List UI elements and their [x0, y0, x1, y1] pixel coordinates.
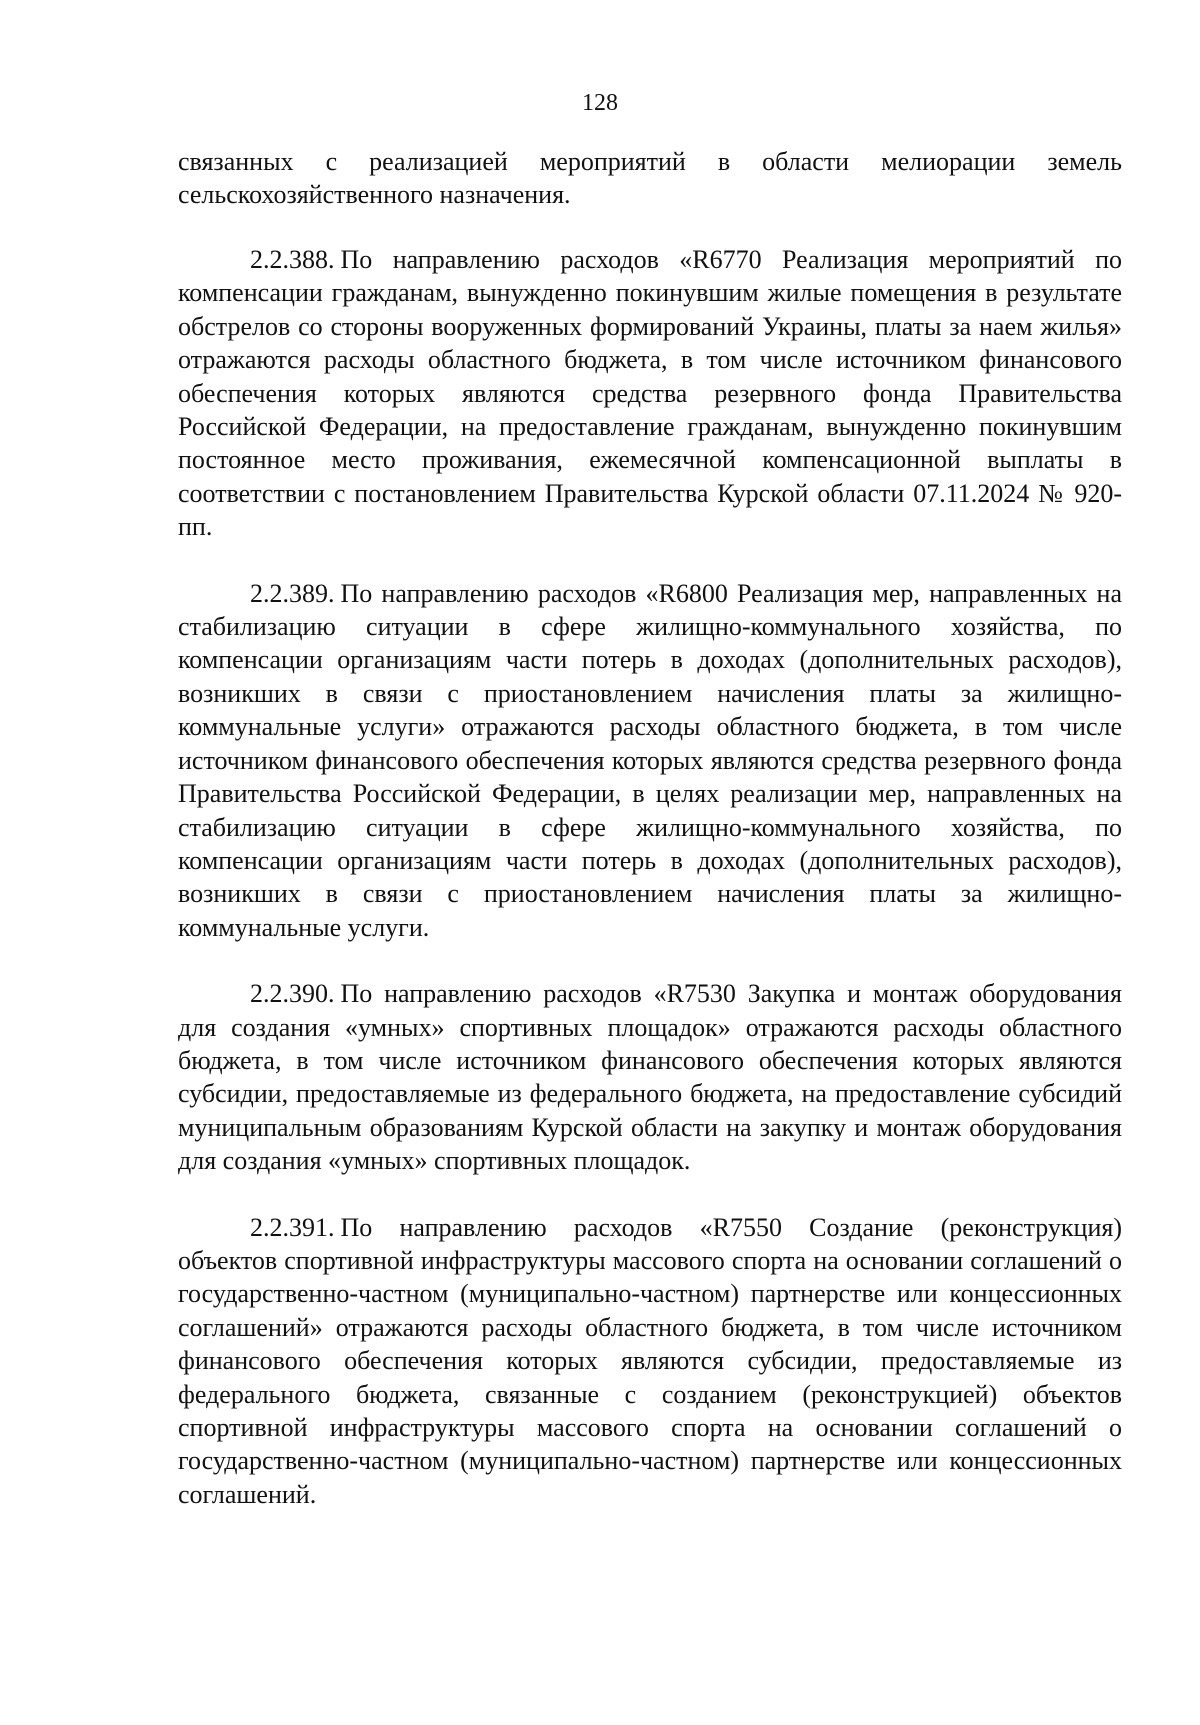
paragraph-text: По направлению расходов «R6770 Реализация мероприятий по компенсации гражданам, вынужденно покинувшим жилые помещения в результате обстрелов со стороны вооруженных формирований Украины, платы за наем жилья» отражаются расходы областного бюджета, в том числе источником финансового обеспечения которых являются средства резервного фонда Правительства Российской Федерации, на предоставление гражданам, вынужденно покинувшим постоянное место проживания, ежемесячной компенсационной выплаты в соответствии с постановлением Правительства Курской области 07.11.2024 № 920-пп. [178, 245, 1122, 542]
paragraph-list [178, 243, 1122, 1544]
paragraph-number: 2.2.390. [250, 979, 335, 1009]
paragraph-2-2-388 [178, 243, 1122, 544]
paragraph-text: По направлению расходов «R6800 Реализация мер, направленных на стабилизацию ситуации в сфере жилищно-коммунального хозяйства, по компенсации организациям части потерь в доходах (дополнительных расходов), возникших в связи с приостановлением начисления платы за жилищно-коммунальные услуги» отражаются расходы областного бюджета, в том числе источником финансового обеспечения которых являются средства резервного фонда Правительства Российской Федерации, в целях реализации мер, направленных на стабилизацию ситуации в сфере жилищно-коммунального хозяйства, по компенсации организациям части потерь в доходах (дополнительных расходов), возникших в связи с приостановлением начисления платы за жилищно-коммунальные услуги. [178, 578, 1122, 942]
paragraph-2-2-391 [178, 1211, 1122, 1512]
paragraph-number: 2.2.389. [250, 578, 335, 608]
paragraph-2-2-389 [178, 577, 1122, 944]
continuation-text: связанных с реализацией мероприятий в области мелиорации земель сельскохозяйственного назначения. [178, 147, 1122, 210]
page-number: 128 [582, 90, 618, 116]
paragraph-2-2-390 [178, 977, 1122, 1177]
paragraph-number: 2.2.391. [250, 1212, 335, 1242]
paragraph-text: По направлению расходов «R7550 Создание (реконструкция) объектов спортивной инфраструктуры массового спорта на основании соглашений о государственно-частном (муниципально-частном) партнерстве или концессионных соглашений» отражаются расходы областного бюджета, в том числе источником финансового обеспечения которых являются субсидии, предоставляемые из федерального бюджета, связанные с созданием (реконструкцией) объектов спортивной инфраструктуры массового спорта на основании соглашений о государственно-частном (муниципально-частном) партнерстве или концессионных соглашений. [178, 1212, 1122, 1509]
paragraph-number: 2.2.388. [250, 245, 335, 274]
paragraph-text: По направлению расходов «R7530 Закупка и монтаж оборудования для создания «умных» спортивных площадок» отражаются расходы областного бюджета, в том числе источником финансового обеспечения которых являются субсидии, предоставляемые из федерального бюджета, на предоставление субсидий муниципальным образованиям Курской области на закупку и монтаж оборудования для создания «умных» спортивных площадок. [178, 979, 1122, 1176]
